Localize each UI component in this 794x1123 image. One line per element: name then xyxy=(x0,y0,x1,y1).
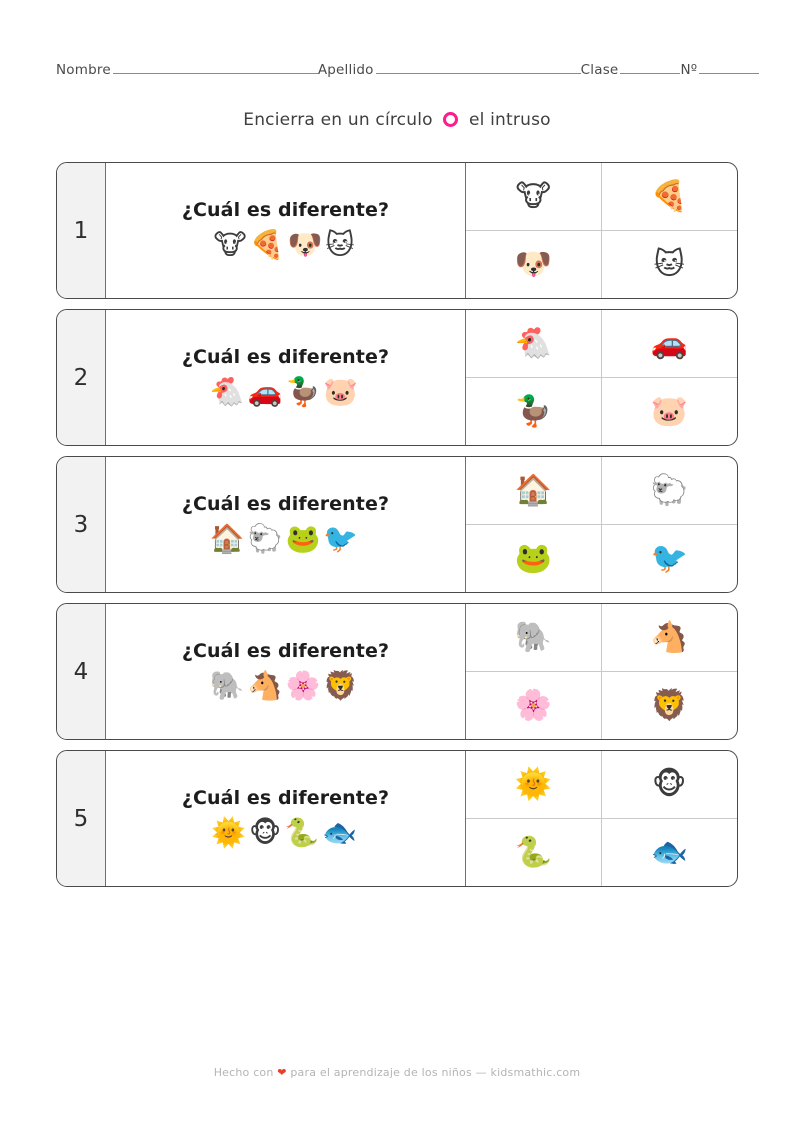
option-monkey-face[interactable]: 🐵 xyxy=(602,751,738,819)
exercise-number: 2 xyxy=(57,310,106,445)
exercise-number: 1 xyxy=(57,163,106,298)
exercise-row xyxy=(56,750,738,887)
field-nombre-line[interactable] xyxy=(113,62,318,74)
instruction-text-after: el intruso xyxy=(468,110,551,130)
exercise-row xyxy=(56,603,738,740)
option-horse-face[interactable]: 🐴 xyxy=(602,604,738,672)
exercise-number: 4 xyxy=(57,604,106,739)
field-numero-label: Nº xyxy=(680,62,698,78)
exercise-row xyxy=(56,309,738,446)
option-pizza-slice[interactable]: 🍕 xyxy=(602,163,738,231)
exercise-prompt-text: ¿Cuál es diferente? xyxy=(181,786,390,809)
option-cow-face[interactable]: 🐮 xyxy=(466,163,602,231)
exercise-prompt-emojis: 🐘🐴🌸🦁 xyxy=(209,668,362,702)
exercise-options xyxy=(466,604,737,739)
option-cat-face[interactable]: 🐱 xyxy=(653,246,685,282)
exercise-options xyxy=(466,751,737,886)
option-fish[interactable]: 🐟 xyxy=(650,834,688,870)
option-elephant[interactable]: 🐘 xyxy=(466,604,602,672)
option-frog-face[interactable]: 🐸 xyxy=(466,525,602,593)
exercise-row xyxy=(56,456,738,593)
option-house[interactable]: 🏠 xyxy=(466,457,602,525)
instruction-text-before: Encierra en un círculo xyxy=(243,110,433,130)
option-pig-face[interactable]: 🐷 xyxy=(650,393,688,429)
option-bird[interactable]: 🐦 xyxy=(650,540,688,576)
option-duck[interactable]: 🦆 xyxy=(466,378,602,446)
exercise-prompt-emojis: 🐔🚗🦆🐷 xyxy=(209,374,362,408)
option-dog-face[interactable]: 🐶 xyxy=(466,231,602,299)
exercise-prompt-cell xyxy=(106,457,466,592)
option-lion-face[interactable]: 🦁 xyxy=(650,687,688,723)
field-nombre-label: Nombre xyxy=(56,62,111,78)
field-apellido[interactable] xyxy=(318,62,581,78)
option-red-car[interactable]: 🚗 xyxy=(602,310,738,378)
exercise-prompt-emojis: 🐮🍕🐶🐱 xyxy=(213,227,358,261)
exercise-prompt-emojis: 🏠🐑🐸🐦 xyxy=(209,521,362,555)
exercise-options xyxy=(466,163,737,298)
exercise-prompt-text: ¿Cuál es diferente? xyxy=(181,345,390,368)
field-nombre[interactable] xyxy=(56,62,318,78)
exercise-number: 3 xyxy=(57,457,106,592)
option-chicken[interactable]: 🐔 xyxy=(466,310,602,378)
heart-icon: ❤ xyxy=(277,1066,287,1079)
exercise-prompt-text: ¿Cuál es diferente? xyxy=(181,492,390,515)
option-cherry-blossom[interactable]: 🌸 xyxy=(466,672,602,740)
option-snake[interactable]: 🐍 xyxy=(466,819,602,887)
exercise-row xyxy=(56,162,738,299)
field-apellido-line[interactable] xyxy=(376,62,581,74)
field-numero[interactable] xyxy=(680,62,759,78)
field-clase-line[interactable] xyxy=(620,62,680,74)
footer-credit xyxy=(0,1066,794,1079)
exercise-prompt-cell xyxy=(106,604,466,739)
field-clase-label: Clase xyxy=(580,62,619,78)
exercise-prompt-cell xyxy=(106,310,466,445)
exercise-prompt-cell xyxy=(106,163,466,298)
instruction-line xyxy=(0,110,794,130)
student-info-row xyxy=(56,62,738,78)
exercise-prompt-text: ¿Cuál es diferente? xyxy=(181,198,390,221)
option-sheep[interactable]: 🐑 xyxy=(602,457,738,525)
field-apellido-label: Apellido xyxy=(317,62,374,78)
circle-icon xyxy=(443,112,458,127)
exercise-options xyxy=(466,310,737,445)
option-sun-with-face[interactable]: 🌞 xyxy=(466,751,602,819)
exercise-number: 5 xyxy=(57,751,106,886)
exercise-prompt-emojis: 🌞🐵🐍🐟 xyxy=(211,815,360,849)
footer-text-before: Hecho con xyxy=(213,1066,274,1079)
exercise-prompt-cell xyxy=(106,751,466,886)
exercise-options xyxy=(466,457,737,592)
footer-text-after: para el aprendizaje de los niños — kidsmathic.com xyxy=(290,1066,581,1079)
exercise-prompt-text: ¿Cuál es diferente? xyxy=(181,639,390,662)
field-numero-line[interactable] xyxy=(699,62,759,74)
field-clase[interactable] xyxy=(581,62,681,78)
exercise-list xyxy=(56,162,738,897)
